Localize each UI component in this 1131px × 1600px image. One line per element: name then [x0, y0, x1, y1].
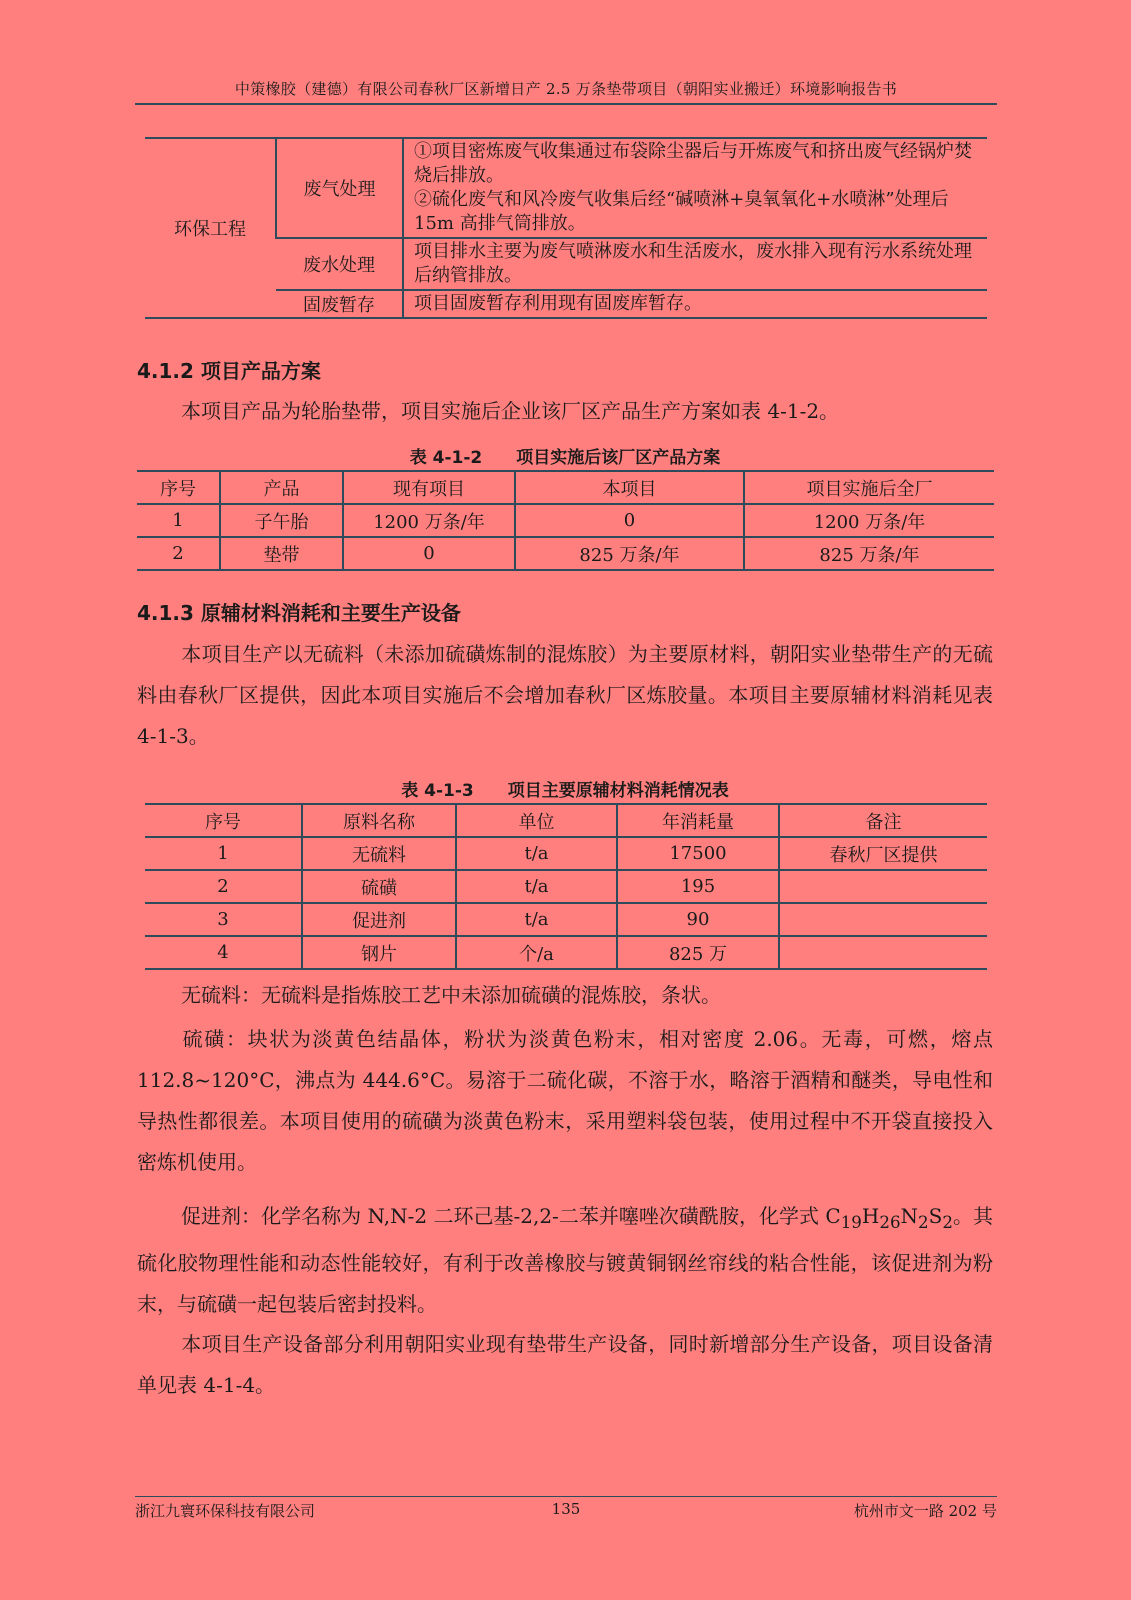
table-header-cell: 单位 [456, 804, 617, 837]
table-row [145, 936, 987, 969]
table-cell: 无硫料 [302, 837, 456, 870]
env-row-line: 项目固废暂存利用现有固废库暂存。 [414, 293, 702, 314]
table-cell: 0 [515, 504, 744, 537]
table-cell: 垫带 [220, 537, 343, 570]
table-cell: 825 万条/年 [515, 537, 744, 570]
paragraph-text: 本项目生产以无硫料（未添加硫磺炼制的混炼胶）为主要原材料，朝阳实业垫带生产的无硫料由春秋厂区提供，因此本项目实施后不会增加春秋厂区炼胶量。本项目主要原辅材料消耗见表 4-1-3。 [137, 642, 993, 748]
page-number: 135 [551, 1500, 581, 1518]
table-413-caption: 表 4-1-3 项目主要原辅材料消耗情况表 [401, 781, 729, 801]
table-header-row [145, 804, 987, 837]
formula-subscript: 19 [840, 1213, 862, 1232]
table-cell [779, 903, 987, 936]
table-row [145, 870, 987, 903]
page-header: 中策橡胶（建德）有限公司春秋厂区新增日产 2.5 万条垫带项目（朝阳实业搬迁）环境影响报告书 [234, 80, 898, 98]
table-cell: 0 [343, 537, 515, 570]
header-rule [135, 103, 997, 105]
table-cell: 硫磺 [302, 870, 456, 903]
paragraph-text: 。其硫化胶物理性能和动态性能较好，有利于改善橡胶与镀黄铜钢丝帘线的粘合性能，该促进剂为粉末，与硫磺一起包装后密封投料。 [137, 1204, 993, 1316]
env-row-line: ②硫化废气和风冷废气收集后经“碱喷淋+臭氧氧化+水喷淋”处理后 15m 高排气筒排放。 [414, 189, 949, 234]
table-cell: 195 [617, 870, 779, 903]
table-header-cell: 产品 [220, 471, 343, 504]
table-header-cell: 本项目 [515, 471, 744, 504]
formula-subscript: 2 [942, 1213, 953, 1232]
table-header-cell: 备注 [779, 804, 987, 837]
table-cell [779, 870, 987, 903]
table-cell: 4 [145, 936, 302, 969]
table-header-cell: 原料名称 [302, 804, 456, 837]
materials-table [145, 803, 987, 970]
formula-subscript: 26 [879, 1213, 901, 1232]
table-cell: 2 [145, 870, 302, 903]
section-heading-412: 4.1.2 项目产品方案 [137, 359, 321, 383]
env-row-desc [403, 238, 987, 290]
table-row [137, 504, 994, 537]
table-cell: 春秋厂区提供 [779, 837, 987, 870]
table-cell: t/a [456, 870, 617, 903]
table-cell: 1 [145, 837, 302, 870]
paragraph-cujinji [137, 1196, 993, 1325]
section-heading-413: 4.1.3 原辅材料消耗和主要生产设备 [137, 601, 461, 625]
table-cell: 90 [617, 903, 779, 936]
table-row [137, 537, 994, 570]
env-row-name: 废气处理 [276, 138, 403, 238]
table-header-cell: 现有项目 [343, 471, 515, 504]
footer-rule [135, 1496, 997, 1497]
paragraph-text: 本项目产品为轮胎垫带，项目实施后企业该厂区产品生产方案如表 4-1-2。 [181, 399, 840, 423]
table-header-cell: 序号 [160, 478, 196, 500]
section-412-paragraph [137, 391, 993, 432]
product-plan-table [137, 470, 994, 571]
table-header-row [137, 471, 994, 504]
table-cell: 1 [137, 504, 220, 537]
table-cell [779, 936, 987, 969]
table-header-cell: 项目实施后全厂 [744, 471, 994, 504]
env-row-line: ①项目密炼废气收集通过布袋除尘器后与开炼废气和挤出废气经锅炉焚烧后排放。 [414, 141, 972, 186]
formula-element: N [900, 1204, 919, 1228]
paragraph-equipment [137, 1324, 993, 1406]
env-row-name: 废水处理 [276, 238, 403, 290]
footer-address: 杭州市文一路 202 号 [853, 1502, 997, 1520]
table-cell: 2 [137, 537, 220, 570]
env-group-cell: 环保工程 [145, 138, 276, 318]
paragraph-text: 本项目生产设备部分利用朝阳实业现有垫带生产设备，同时新增部分生产设备，项目设备清单见表 4-1-4。 [137, 1332, 993, 1397]
env-row-desc [403, 138, 987, 238]
paragraph-text: 硫磺：块状为淡黄色结晶体，粉状为淡黄色粉末，相对密度 2.06。无毒，可燃，熔点 112.8~120°C，沸点为 444.6°C。易溶于二硫化碳，不溶于水，略溶于酒精和醚类，导电性和导热性都很差。本项目使用的硫磺为淡黄色粉末，采用塑料袋包装，使用过程中不开袋直接投入密炼机使用。 [137, 1027, 993, 1174]
env-protection-table [145, 137, 987, 319]
paragraph-text: 无硫料：无硫料是指炼胶工艺中未添加硫磺的混炼胶，条状。 [181, 983, 721, 1007]
table-cell: t/a [456, 903, 617, 936]
table-cell: 825 万条/年 [744, 537, 994, 570]
env-row-desc [403, 290, 987, 318]
table-cell: 17500 [617, 837, 779, 870]
section-413-paragraph [137, 634, 993, 757]
footer-company: 浙江九寰环保科技有限公司 [135, 1502, 316, 1520]
table-header-cell: 年消耗量 [617, 804, 779, 837]
formula-element: S [928, 1204, 943, 1228]
paragraph-wuliuliao [137, 975, 993, 1016]
table-412-caption: 表 4-1-2 项目实施后该厂区产品方案 [409, 448, 721, 468]
table-row [145, 837, 987, 870]
table-cell: 钢片 [302, 936, 456, 969]
formula-element: H [861, 1204, 880, 1228]
table-cell: 个/a [456, 936, 617, 969]
paragraph-liuhuang [137, 1019, 993, 1183]
env-row-name: 固废暂存 [276, 290, 403, 318]
table-row [145, 903, 987, 936]
table-cell: 促进剂 [302, 903, 456, 936]
env-row-line: 项目排水主要为废气喷淋废水和生活废水，废水排入现有污水系统处理后纳管排放。 [414, 241, 972, 286]
table-cell: 825 万 [617, 936, 779, 969]
table-header-cell: 序号 [205, 811, 241, 833]
table-cell: 1200 万条/年 [744, 504, 994, 537]
table-cell: 子午胎 [220, 504, 343, 537]
table-cell: 3 [145, 903, 302, 936]
table-cell: t/a [456, 837, 617, 870]
formula-subscript: 2 [918, 1213, 929, 1232]
table-cell: 1200 万条/年 [343, 504, 515, 537]
paragraph-text: 促进剂：化学名称为 N,N-2 二环己基-2,2-二苯并噻唑次磺酰胺，化学式 C [181, 1204, 841, 1228]
